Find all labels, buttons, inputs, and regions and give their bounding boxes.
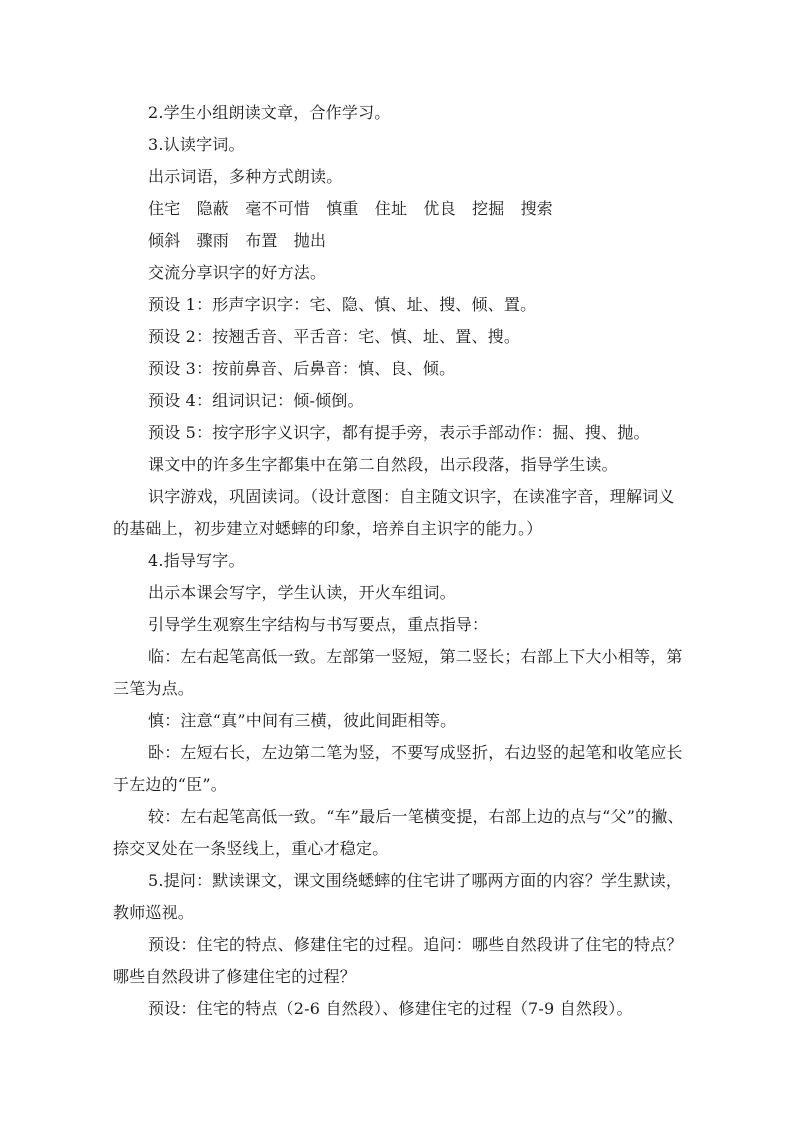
paragraph-char-lin: 临：左右起笔高低一致。左部第一竖短，第二竖长；右部上下大小相等，第三笔为点。 xyxy=(113,647,683,698)
paragraph-guide-observe: 引导学生观察生字结构与书写要点，重点指导： xyxy=(148,615,489,634)
word-list-line-2: 倾斜 骤雨 布置 抛出 xyxy=(148,231,327,250)
preset-3: 预设 3：按前鼻音、后鼻音：慎、良、倾。 xyxy=(148,359,456,378)
paragraph-char-shen: 慎：注意“真”中间有三横，彼此间距相等。 xyxy=(148,711,457,730)
paragraph-step-2: 2.学生小组朗读文章，合作学习。 xyxy=(148,103,391,122)
paragraph-step-5: 5.提问：默读课文，课文围绕蟋蟀的住宅讲了哪两方面的内容？学生默读，教师巡视。 xyxy=(113,871,683,922)
document-body xyxy=(113,97,688,1025)
preset-1: 预设 1：形声字识字：宅、隐、慎、址、搜、倾、置。 xyxy=(148,295,537,314)
word-list-line-1: 住宅 隐蔽 毫不可惜 慎重 住址 优良 挖掘 搜索 xyxy=(148,199,554,218)
paragraph-char-jiao: 较：左右起笔高低一致。“车”最后一笔横变提，右部上边的点与“父”的撇、捺交叉处在一条竖线上，重心才稳定。 xyxy=(113,807,684,858)
paragraph-step-4: 4.指导写字。 xyxy=(148,551,245,570)
paragraph-word-game: 识字游戏，巩固读词。（设计意图：自主随文识字，在读准字音，理解词义的基础上，初步建立对蟋蟀的印象，培养自主识字的能力。） xyxy=(113,487,675,538)
preset-2: 预设 2：按翘舌音、平舌音：宅、慎、址、置、搜。 xyxy=(148,327,521,346)
preset-4: 预设 4：组词识记：倾-倾倒。 xyxy=(148,391,364,410)
paragraph-second-section: 课文中的许多生字都集中在第二自然段，出示段落，指导学生读。 xyxy=(148,455,618,474)
paragraph-preset-features: 预设：住宅的特点、修建住宅的过程。追问：哪些自然段讲了住宅的特点？哪些自然段讲了修建住宅的过程？ xyxy=(113,935,683,986)
paragraph-char-wo: 卧：左短右长，左边第二笔为竖，不要写成竖折，右边竖的起笔和收笔应长于左边的“臣”。 xyxy=(113,743,683,794)
preset-5: 预设 5：按字形字义识字，都有提手旁，表示手部动作：掘、搜、抛。 xyxy=(148,423,650,442)
paragraph-show-characters: 出示本课会写字，学生认读，开火车组词。 xyxy=(148,583,456,602)
paragraph-show-words: 出示词语，多种方式朗读。 xyxy=(148,167,343,186)
paragraph-share-methods: 交流分享识字的好方法。 xyxy=(148,263,327,282)
paragraph-step-3: 3.认读字词。 xyxy=(148,135,245,154)
paragraph-preset-sections: 预设：住宅的特点（2-6 自然段）、修建住宅的过程（7-9 自然段）。 xyxy=(148,999,633,1018)
